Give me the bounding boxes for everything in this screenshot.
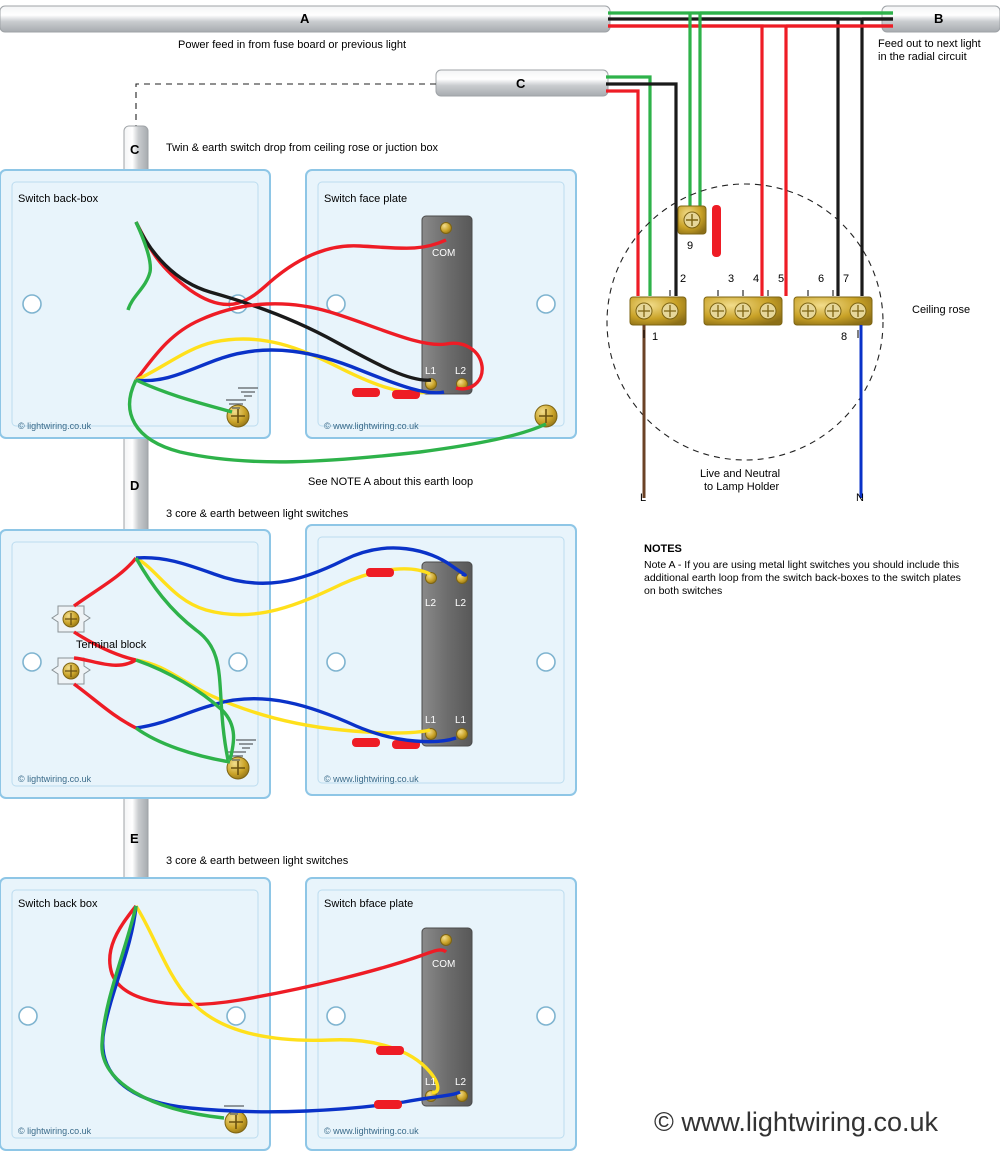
cable-label-d: D	[130, 478, 140, 493]
switch-2-l2-right-label: L2	[455, 598, 467, 609]
label-switch-face-plate-3: Switch bface plate	[324, 898, 414, 910]
rose-terminal-earth	[678, 206, 706, 234]
label-feed-out-line1: Feed out to next light	[878, 38, 981, 50]
rose-terminal-block-right	[794, 297, 872, 325]
rose-terminal-block-middle	[704, 297, 782, 325]
terminal-number-3: 3	[728, 273, 735, 285]
earth-sleeve-marker	[712, 205, 721, 257]
terminal-number-1: 1	[652, 331, 659, 343]
label-neutral-core: N	[856, 492, 864, 504]
switch-3-com-label: COM	[432, 959, 456, 970]
watermark-6: © www.lightwiring.co.uk	[324, 1126, 419, 1136]
rose-terminal-block-left	[630, 297, 686, 325]
label-three-core-2: 3 core & earth between light switches	[166, 855, 349, 867]
switch-2-l1-right-label: L1	[455, 715, 467, 726]
label-live-core: L	[640, 492, 647, 504]
label-lamp-line2: to Lamp Holder	[704, 481, 780, 493]
label-switch-back-box-3: Switch back box	[18, 898, 98, 910]
switch-3-l2-label: L2	[455, 1077, 467, 1088]
cable-label-a: A	[300, 11, 310, 26]
terminal-number-2: 2	[680, 273, 687, 285]
terminal-number-9: 9	[687, 240, 694, 252]
terminal-number-5: 5	[778, 273, 785, 285]
wire-live-a-to-t4	[608, 26, 762, 296]
switch-2-l1-left-label: L1	[425, 715, 437, 726]
label-earth-loop-note: See NOTE A about this earth loop	[308, 476, 474, 488]
label-switch-drop: Twin & earth switch drop from ceiling rose or juction box	[166, 142, 439, 154]
terminal-number-8: 8	[841, 331, 848, 343]
watermark-5: © lightwiring.co.uk	[18, 1126, 92, 1136]
label-terminal-block: Terminal block	[76, 639, 147, 651]
cable-label-c-drop: C	[130, 142, 140, 157]
watermark-2: © www.lightwiring.co.uk	[324, 421, 419, 431]
sleeve-marker-4	[352, 738, 380, 747]
switch-1-l2-label: L2	[455, 366, 467, 377]
label-lamp-line1: Live and Neutral	[700, 468, 781, 480]
switch-1-face-plate-box	[306, 170, 576, 438]
sleeve-marker-7	[374, 1100, 402, 1109]
label-switch-face-plate-1: Switch face plate	[324, 193, 408, 205]
terminal-number-4: 4	[753, 273, 760, 285]
notes-body: Note A - If you are using metal light switches you should include this additional earth loop from the switch back-boxes to the switch plates on both switches	[644, 559, 961, 597]
dashed-link-c	[136, 84, 436, 126]
watermark-1: © lightwiring.co.uk	[18, 421, 92, 431]
switch-2-l2-left-label: L2	[425, 598, 437, 609]
watermark-3: © lightwiring.co.uk	[18, 774, 92, 784]
sleeve-marker-1	[352, 388, 380, 397]
switch-2-face-plate-box	[306, 525, 576, 795]
switch-1-com-label: COM	[432, 248, 456, 259]
label-feed-out-line2: in the radial circuit	[878, 51, 967, 63]
notes-heading: NOTES	[644, 543, 682, 555]
label-power-feed: Power feed in from fuse board or previous light	[178, 39, 407, 51]
terminal-number-7: 7	[843, 273, 850, 285]
switch-1-l1-label: L1	[425, 366, 437, 377]
cable-label-e: E	[130, 831, 139, 846]
label-switch-back-box-1: Switch back-box	[18, 193, 99, 205]
switch-3-l1-label: L1	[425, 1077, 437, 1088]
watermark-large: © www.lightwiring.co.uk	[654, 1107, 938, 1137]
cable-label-b: B	[934, 11, 944, 26]
watermark-4: © www.lightwiring.co.uk	[324, 774, 419, 784]
label-three-core-1: 3 core & earth between light switches	[166, 508, 349, 520]
label-ceiling-rose: Ceiling rose	[912, 304, 971, 316]
sleeve-marker-6	[376, 1046, 404, 1055]
sleeve-marker-3	[366, 568, 394, 577]
terminal-number-6: 6	[818, 273, 825, 285]
cable-c-top-conductors	[606, 77, 676, 296]
switch-1-plate-earth-terminal	[535, 405, 557, 427]
cable-label-c-top: C	[516, 76, 526, 91]
